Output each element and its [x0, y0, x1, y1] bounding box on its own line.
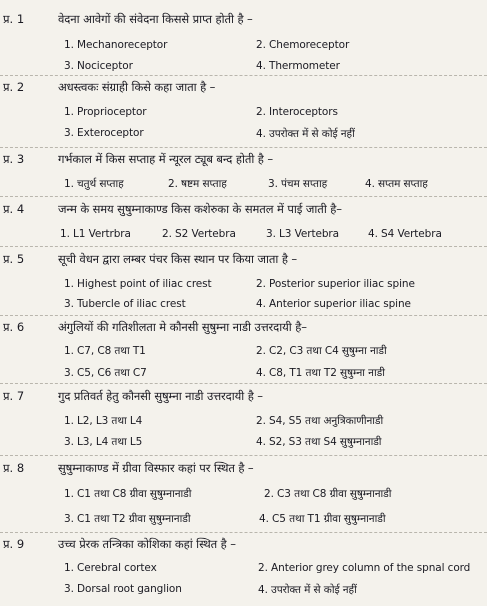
option-1: 1. Highest point of iliac crest	[64, 278, 212, 290]
option-2: 2. Posterior superior iliac spine	[256, 278, 415, 290]
question-text: वेदना आवेगों की संवेदना किससे प्राप्त होती है –	[58, 12, 253, 26]
question-number: प्र. 8	[3, 461, 25, 475]
question-text: सूची वेधन द्वारा लम्बर पंचर किस स्थान पर किया जाता है –	[58, 252, 298, 266]
option-4: 4. S2, S3 तथा S4 सुषुम्नानाडी	[256, 436, 382, 448]
option-1: 1. L2, L3 तथा L4	[64, 415, 143, 427]
option-3: 3. पंचम सप्ताह	[268, 178, 328, 190]
divider	[0, 147, 487, 148]
question-number: प्र. 4	[3, 202, 25, 216]
option-3: 3. C5, C6 तथा C7	[64, 367, 147, 379]
option-1: 1. Cerebral cortex	[64, 562, 157, 574]
question-text: अधस्त्वकः संग्राही किसे कहा जाता है –	[58, 80, 216, 94]
divider	[0, 196, 487, 197]
option-2: 2. C2, C3 तथा C4 सुषुम्ना नाडी	[256, 345, 387, 357]
option-1: 1. Proprioceptor	[64, 106, 147, 118]
question-number: प्र. 6	[3, 320, 25, 334]
option-1: 1. L1 Vertrbra	[60, 228, 131, 240]
question-number: प्र. 7	[3, 389, 25, 403]
divider	[0, 75, 487, 76]
option-3: 3. Exteroceptor	[64, 127, 144, 139]
option-1: 1. C1 तथा C8 ग्रीवा सुषुम्नानाडी	[64, 488, 192, 500]
question-text: गुद प्रतिवर्त हेतु कौनसी सुषुम्ना नाडी उत्तरदायी है –	[58, 389, 263, 403]
question-number: प्र. 3	[3, 152, 25, 166]
option-4: 4. C8, T1 तथा T2 सुषुम्ना नाडी	[256, 367, 385, 379]
question-text: जन्म के समय सुषुम्नाकाण्ड किस कशेरुका के समतल में पाई जाती है–	[58, 202, 342, 216]
option-2: 2. Anterior grey column of the spnal cord	[258, 562, 471, 574]
option-4: 4. C5 तथा T1 ग्रीवा सुषुम्नानाडी	[259, 513, 386, 525]
option-4: 4. सप्तम सप्ताह	[365, 178, 428, 190]
question-text: उच्च प्रेरक तन्त्रिका कोशिका कहां स्थित है –	[58, 537, 236, 551]
option-3: 3. Nociceptor	[64, 60, 133, 72]
option-2: 2. C3 तथा C8 ग्रीवा सुषुम्नानाडी	[264, 488, 392, 500]
option-1: 1. Mechanoreceptor	[64, 39, 168, 51]
option-3: 3. L3, L4 तथा L5	[64, 436, 143, 448]
option-3: 3. Tubercle of iliac crest	[64, 298, 186, 310]
option-3: 3. C1 तथा T2 ग्रीवा सुषुम्नानाडी	[64, 513, 191, 525]
option-2: 2. S2 Vertebra	[162, 228, 236, 240]
option-4: 4. उपरोक्त में से कोई नहीं	[258, 584, 357, 596]
option-4: 4. Anterior superior iliac spine	[256, 298, 411, 310]
option-1: 1. C7, C8 तथा T1	[64, 345, 146, 357]
question-text: सुषुम्नाकाण्ड में ग्रीवा विस्फार कहां पर स्थित है –	[58, 461, 254, 475]
question-number: प्र. 9	[3, 537, 25, 551]
question-text: गर्भकाल में किस सप्ताह में न्यूरल ट्यूब बन्द होती है –	[58, 152, 274, 166]
divider	[0, 246, 487, 247]
question-number: प्र. 2	[3, 80, 25, 94]
option-4: 4. Thermometer	[256, 60, 340, 72]
divider	[0, 455, 487, 456]
option-4: 4. S4 Vertebra	[368, 228, 442, 240]
divider	[0, 383, 487, 384]
divider	[0, 315, 487, 316]
question-number: प्र. 1	[3, 12, 25, 26]
option-2: 2. S4, S5 तथा अनुत्रिकाणीनाडी	[256, 415, 384, 427]
option-4: 4. उपरोक्त में से कोई नहीं	[256, 128, 355, 140]
option-2: 2. Chemoreceptor	[256, 39, 350, 51]
option-3: 3. Dorsal root ganglion	[64, 583, 182, 595]
option-3: 3. L3 Vertebra	[266, 228, 339, 240]
option-2: 2. Interoceptors	[256, 106, 338, 118]
option-1: 1. चतुर्थ सप्ताह	[64, 178, 124, 190]
divider	[0, 532, 487, 533]
question-text: अंगुलियों की गतिशीलता मे कौनसी सुषुम्ना नाडी उत्तरदायी है–	[58, 320, 307, 334]
option-2: 2. षष्टम सप्ताह	[168, 178, 227, 190]
question-number: प्र. 5	[3, 252, 25, 266]
